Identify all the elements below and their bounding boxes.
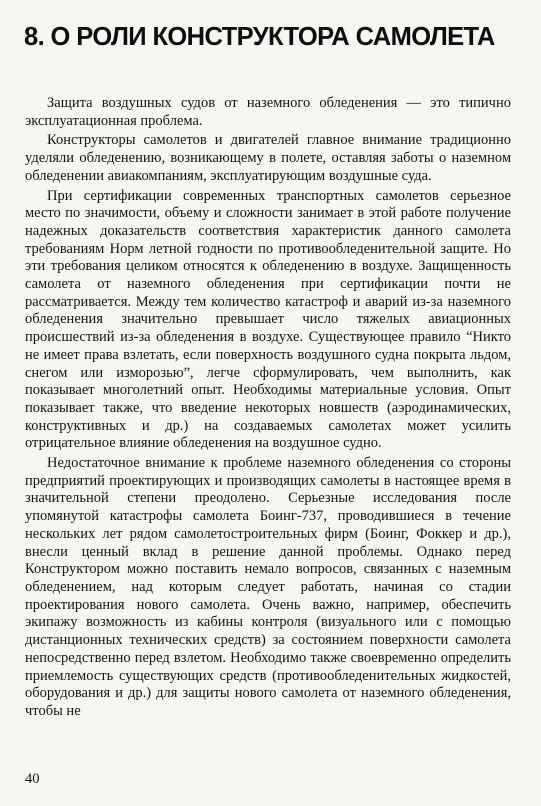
paragraph: Недостаточное внимание к проблеме наземного обледенения со стороны предприятий проектирующих и производящих самолеты в настоящее время в значительной степени преодолено. Серьезные исследования после упомянутой катастрофы самолета Боинг-737, проводившиеся в течение нескольких лет рядом самолетостроительных фирм (Боинг, Фоккер и др.), внесли ценный вклад в решение данной проблемы. Однако перед Конструктором можно поставить немало вопросов, связанных с наземным обледенением, над которым следует работать, начиная со стадии проектирования нового самолета. Очень важно, например, обеспечить экипажу возможность из кабины контроля (визуального или с помощью дистанционных технических средств) за состоянием поверхности самолета непосредственно перед взлетом. Необходимо также своевременно определить приемлемость существующих средств (противообледенительных жидкостей, оборудования и др.) для защиты нового самолета от наземного обледенения, чтобы не xyxy=(25,455,511,719)
page-number: 40 xyxy=(25,771,40,787)
paragraph: Конструкторы самолетов и двигателей главное внимание традиционно уделяли обледенению, возникающему в полете, оставляя заботы о наземном обледенении авиакомпаниям, эксплуатирующим воздушные суда. xyxy=(25,132,511,184)
chapter-title: 8. О РОЛИ КОНСТРУКТОРА САМОЛЕТА xyxy=(24,23,495,51)
paragraph: Защита воздушных судов от наземного обледенения — это типично эксплуатационная проблема. xyxy=(25,95,511,129)
body-text xyxy=(25,95,511,723)
paragraph: При сертификации современных транспортных самолетов серьезное место по значимости, объему и сложности занимает в этой работе получение надежных доказательств соответствия характеристик данного самолета требованиям Норм летной годности по противообледенительной защите. Но эти требования целиком относятся к обледенению в воздухе. Защищенность самолета от наземного обледенения при сертификации почти не рассматривается. Между тем количество катастроф и аварий из-за наземного обледенения значительно превышает число тяжелых авиационных происшествий из-за обледенения в воздухе. Существующее правило “Никто не имеет права взлетать, если поверхность воздушного судна покрыта льдом, снегом или изморозью”, легче сформулировать, чем выполнить, как показывает многолетний опыт. Необходимы материальные условия. Опыт показывает также, что введение некоторых новшеств (аэродинамических, конструктивных и др.) на создаваемых самолетах может усилить отрицательное влияние обледенения на воздушное судно. xyxy=(25,187,511,452)
